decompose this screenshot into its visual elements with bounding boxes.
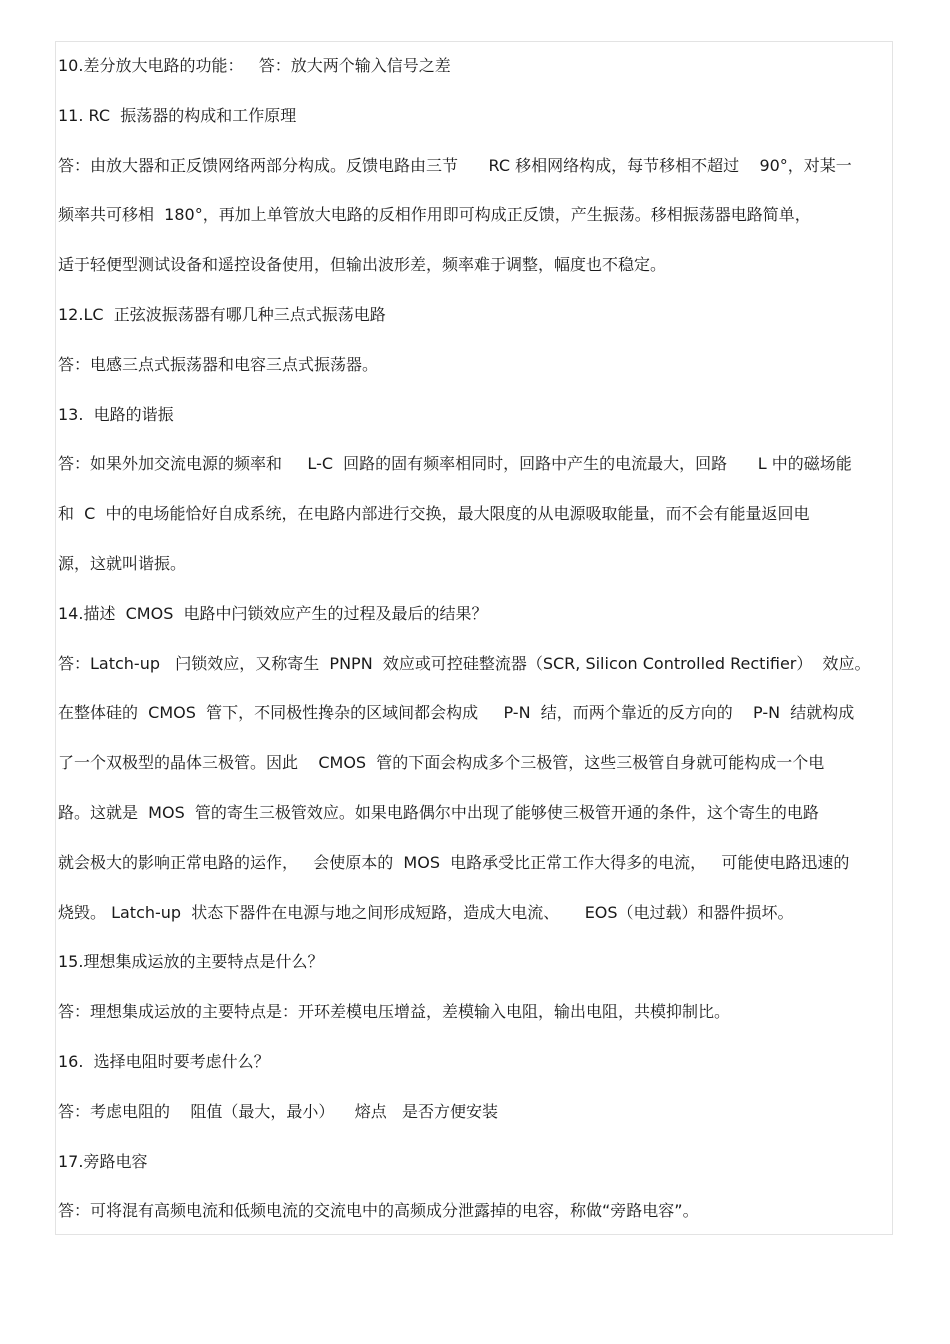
question-11: 11. RC 振荡器的构成和工作原理	[58, 105, 297, 125]
question-10: 10.差分放大电路的功能： 答：放大两个输入信号之差	[58, 56, 451, 75]
question-16: 16. 选择电阻时要考虑什么？	[58, 1051, 270, 1071]
answer-11-line-2: 频率共可移相 180°，再加上单管放大电路的反相作用即可构成正反馈，产生振荡。移相振荡器电路简单，	[58, 205, 811, 225]
answer-17: 答：可将混有高频电流和低频电流的交流电中的高频成分泄露掉的电容，称做“旁路电容”。	[58, 1201, 699, 1221]
answer-12: 答：电感三点式振荡器和电容三点式振荡器。	[58, 354, 379, 374]
answer-16: 答：考虑电阻的 阻值（最大，最小） 熔点 是否方便安装	[58, 1101, 498, 1121]
question-13: 13. 电路的谐振	[58, 404, 174, 424]
answer-14-line-2: 在整体硅的 CMOS 管下，不同极性搀杂的区域间都会构成 P-N 结，而两个靠近的反方向的 P-N 结就构成	[58, 703, 855, 723]
answer-13-line-2: 和 C 中的电场能恰好自成系统，在电路内部进行交换，最大限度的从电源吸取能量，而不会有能量返回电	[58, 504, 810, 524]
answer-13-line-1: 答：如果外加交流电源的频率和 L-C 回路的固有频率相同时，回路中产生的电流最大，回路 L 中的磁场能	[58, 454, 852, 474]
question-12: 12.LC 正弦波振荡器有哪几种三点式振荡电路	[58, 304, 386, 324]
answer-15: 答：理想集成运放的主要特点是：开环差模电压增益，差模输入电阻，输出电阻，共模抑制比。	[58, 1002, 731, 1022]
question-15: 15.理想集成运放的主要特点是什么？	[58, 952, 324, 972]
answer-14-line-1: 答：Latch-up 闩锁效应，又称寄生 PNPN 效应或可控硅整流器（SCR, Silicon Controlled Rectifier） 效应。	[58, 653, 871, 673]
answer-14-line-6: 烧毁。 Latch-up 状态下器件在电源与地之间形成短路，造成大电流、 EOS（电过载）和器件损坏。	[58, 902, 794, 922]
question-14: 14.描述 CMOS 电路中闩锁效应产生的过程及最后的结果？	[58, 603, 488, 623]
answer-14-line-4: 路。这就是 MOS 管的寄生三极管效应。如果电路偶尔中出现了能够使三极管开通的条件，这个寄生的电路	[58, 802, 819, 822]
answer-14-line-3: 了一个双极型的晶体三极管。因此 CMOS 管的下面会构成多个三极管，这些三极管自身就可能构成一个电	[58, 753, 825, 773]
answer-14-line-5: 就会极大的影响正常电路的运作， 会使原本的 MOS 电路承受比正常工作大得多的电流， 可能使电路迅速的	[58, 852, 850, 872]
answer-13-line-3: 源，这就叫谐振。	[58, 553, 187, 573]
answer-11-line-3: 适于轻便型测试设备和遥控设备使用，但输出波形差，频率难于调整，幅度也不稳定。	[58, 255, 667, 275]
answer-11-line-1: 答：由放大器和正反馈网络两部分构成。反馈电路由三节 RC 移相网络构成，每节移相不超过 90°，对某一	[58, 155, 852, 175]
question-17: 17.旁路电容	[58, 1151, 148, 1171]
document-body	[58, 41, 894, 1236]
